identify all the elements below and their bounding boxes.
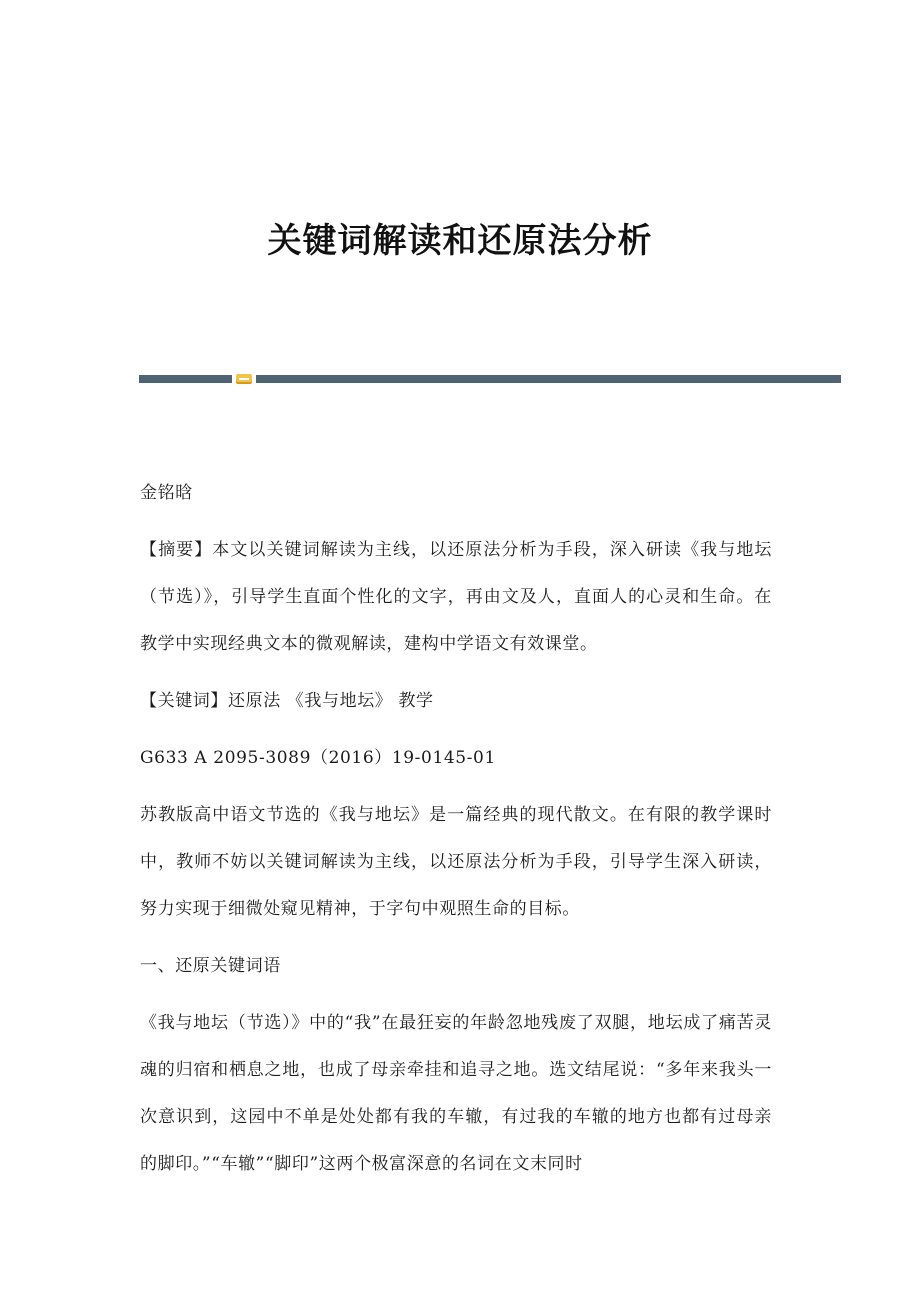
body-paragraph: 《我与地坛（节选）》中的“我”在最狂妄的年龄忽地残废了双腿，地坛成了痛苦灵魂的归宿和栖息之地，也成了母亲牵挂和追寻之地。选文结尾说：“多年来我头一次意识到，这园中不单是处处都有我的车辙，有过我的车辙的地方也都有过母亲的脚印。”“车辙”“脚印”这两个极富深意的名词在文末同时 <box>140 1013 772 1174</box>
document-title: 关键词解读和还原法分析 <box>267 221 653 261</box>
classification-line: G633 A 2095-3089（2016）19-0145-01 <box>140 748 496 768</box>
title-divider-left <box>139 375 232 383</box>
section-heading: 一、还原关键词语 <box>140 956 281 976</box>
abstract-paragraph: 【摘要】本文以关键词解读为主线，以还原法分析为手段，深入研读《我与地坛（节选）》，引导学生直面个性化的文字，再由文及人，直面人的心灵和生命。在教学中实现经典文本的微观解读，建构中学语文有效课堂。 <box>140 540 772 654</box>
divider-emblem-icon <box>236 374 252 384</box>
document-body <box>140 470 772 1198</box>
author-name: 金铭晗 <box>140 483 193 503</box>
title-divider-right <box>256 375 841 383</box>
keywords-line: 【关键词】还原法 《我与地坛》 教学 <box>140 691 434 711</box>
intro-paragraph: 苏教版高中语文节选的《我与地坛》是一篇经典的现代散文。在有限的教学课时中，教师不妨以关键词解读为主线，以还原法分析为手段，引导学生深入研读，努力实现于细微处窥见精神，于字句中观照生命的目标。 <box>140 805 772 919</box>
